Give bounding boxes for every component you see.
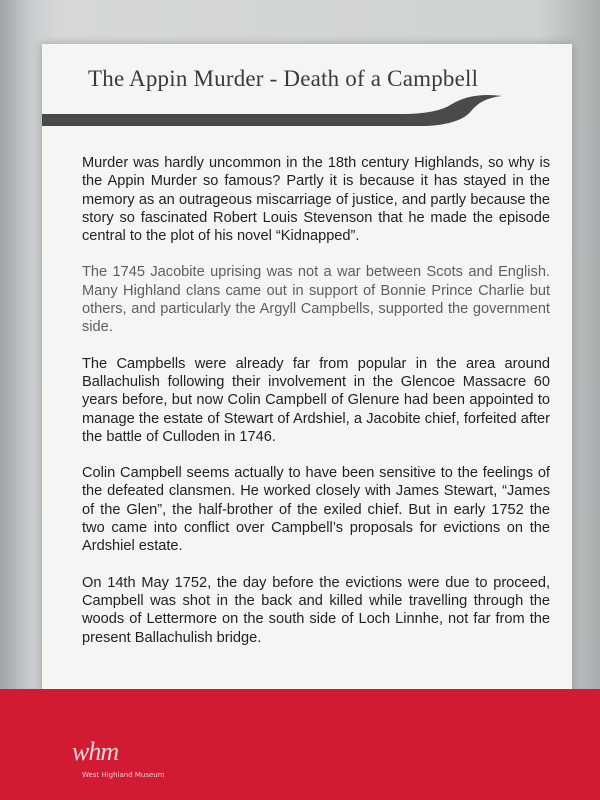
information-panel: [42, 44, 572, 744]
paragraph-2: The 1745 Jacobite uprising was not a war between Scots and English. Many Highland clans came out in support of Bonnie Prince Charlie but others, and particularly the Argyll Campbells, supported the government side.: [82, 264, 550, 336]
logo-mark: whm: [72, 737, 119, 766]
museum-logo: [72, 737, 165, 779]
red-footer-band: [0, 689, 600, 800]
sign-title: The Appin Murder - Death of a Campbell: [88, 66, 479, 91]
paragraph-5: On 14th May 1752, the day before the evictions were due to proceed, Campbell was shot in the back and killed while travelling through the woods of Lettermore on the south side of Loch Linnhe, not far from the present Ballachulish bridge.: [82, 574, 550, 646]
body-text: [82, 154, 550, 665]
logo-subtitle: West Highland Museum: [82, 771, 165, 779]
paragraph-4: Colin Campbell seems actually to have been sensitive to the feelings of the defeated clansmen. He worked closely with James Stewart, “James of the Glen”, the half-brother of the exiled chief. But in early 1752 the two came into conflict over Campbell’s proposals for evictions on the Ardshiel estate.: [82, 465, 550, 555]
paragraph-1: Murder was hardly uncommon in the 18th century Highlands, so why is the Appin Murder so famous? Partly it is because it has stayed in the memory as an outrageous miscarriage of justice, and partly because the story so fascinated Robert Louis Stevenson that he made the episode central to the plot of his novel “Kidnapped”.: [82, 155, 550, 245]
swoosh-decoration: [42, 90, 572, 130]
paragraph-3: The Campbells were already far from popular in the area around Ballachulish following their involvement in the Glencoe Massacre 60 years before, but now Colin Campbell of Glenure had been appointed to manage the estate of Stewart of Ardshiel, a Jacobite chief, forfeited after the battle of Culloden in 1746.: [82, 355, 550, 445]
